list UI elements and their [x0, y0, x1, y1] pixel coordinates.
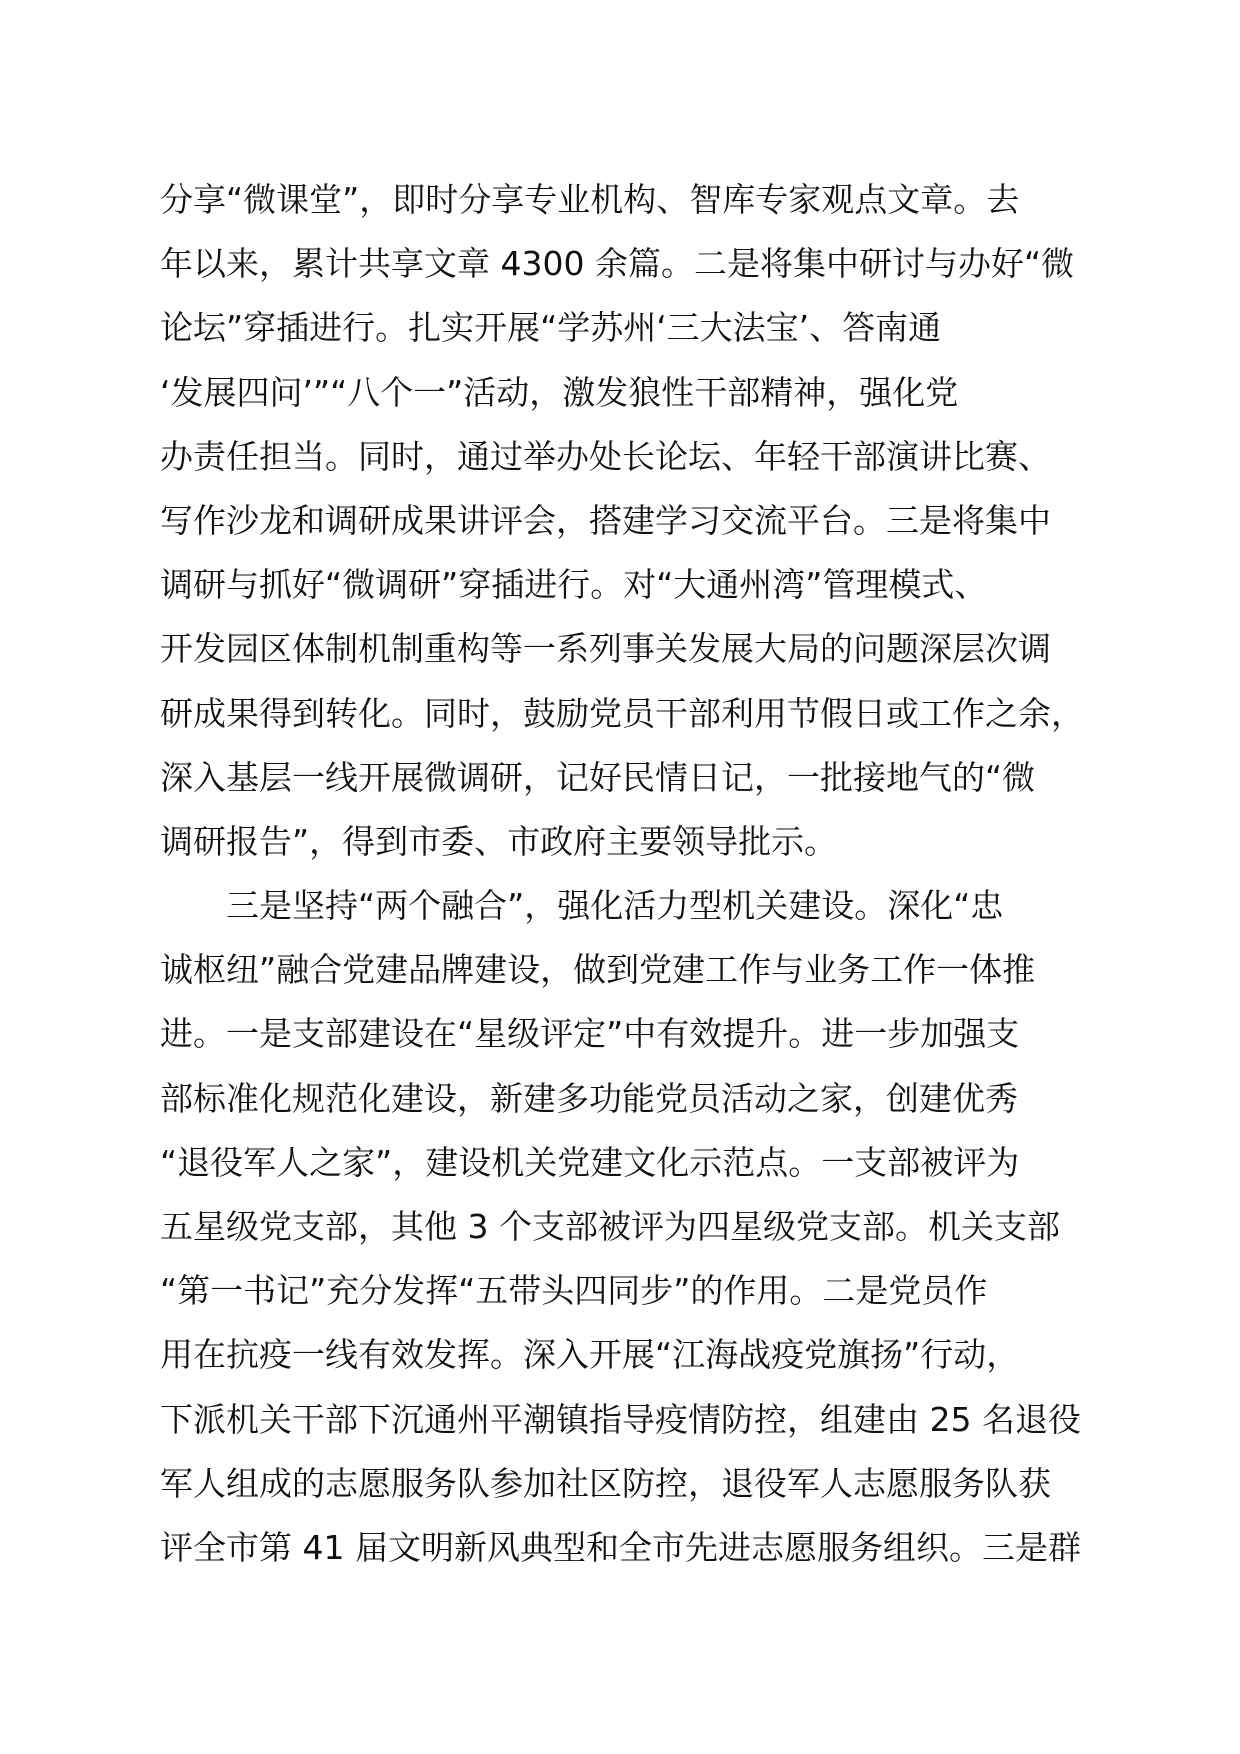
text-line: 评全市第 41 届文明新风典型和全市先进志愿服务组织。三是群	[160, 1527, 1081, 1567]
text-line: 军人组成的志愿服务队参加社区防控，退役军人志愿服务队获	[160, 1463, 1051, 1503]
text-line: 写作沙龙和调研成果讲评会，搭建学习交流平台。三是将集中	[160, 500, 1051, 540]
text-line: “第一书记”充分发挥“五带头四同步”的作用。二是党员作	[160, 1271, 988, 1311]
text-line: 年以来，累计共享文章 4300 余篇。二是将集中研讨与办好“微	[160, 244, 1075, 284]
text-line: 进。一是支部建设在“星级评定”中有效提升。进一步加强支	[160, 1014, 1020, 1054]
body-text	[160, 168, 1110, 1580]
text-line: 用在抗疫一线有效发挥。深入开展“江海战疫党旗扬”行动，	[160, 1335, 1020, 1375]
text-line: “退役军人之家”，建设机关党建文化示范点。一支部被评为	[160, 1142, 1020, 1182]
text-line: 调研与抓好“微调研”穿插进行。对“大通州湾”管理模式、	[160, 565, 988, 605]
text-line: 调研报告”，得到市委、市政府主要领导批示。	[160, 821, 838, 861]
text-line: 部标准化规范化建设，新建多功能党员活动之家，创建优秀	[160, 1078, 1018, 1118]
text-line: 深入基层一线开展微调研，记好民情日记，一批接地气的“微	[160, 757, 1036, 797]
text-line: 论坛”穿插进行。扎实开展“学苏州‘三大法宝’、答南通	[160, 308, 942, 348]
text-line: 下派机关干部下沉通州平潮镇指导疫情防控，组建由 25 名退役	[160, 1399, 1081, 1439]
text-line: ‘发展四问’”“八个一”活动，激发狼性干部精神，强化党	[160, 372, 959, 412]
text-line: 研成果得到转化。同时，鼓励党员干部利用节假日或工作之余，	[160, 693, 1084, 733]
text-line: 开发园区体制机制重构等一系列事关发展大局的问题深层次调	[160, 629, 1051, 669]
text-line: 三是坚持“两个融合”，强化活力型机关建设。深化“忠	[160, 886, 1004, 926]
text-line: 诚枢纽”融合党建品牌建设，做到党建工作与业务工作一体推	[160, 950, 1036, 990]
text-line: 分享“微课堂”，即时分享专业机构、智库专家观点文章。去	[160, 180, 1020, 219]
text-line: 五星级党支部，其他 3 个支部被评为四星级党支部。机关支部	[160, 1207, 1060, 1246]
text-line: 办责任担当。同时，通过举办处长论坛、年轻干部演讲比赛、	[160, 436, 1051, 476]
